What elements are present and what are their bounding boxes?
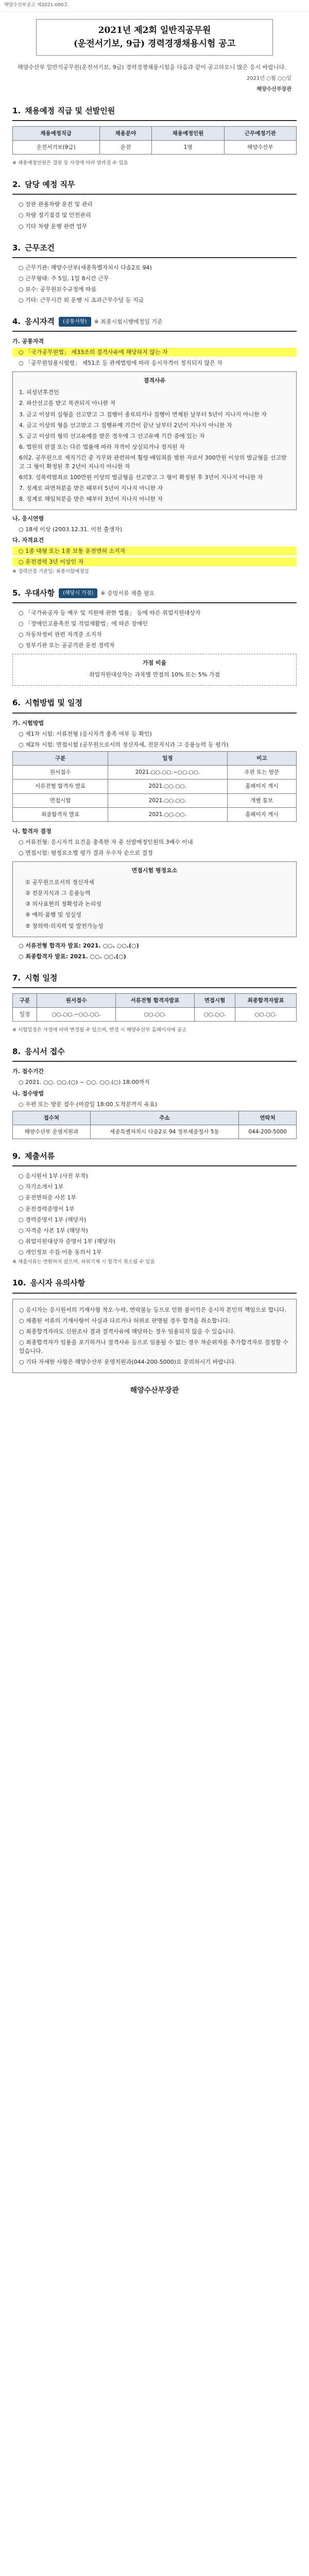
section-title: 7. 시험 일정: [12, 970, 297, 988]
list-item: 5. 금고 이상의 형의 선고유예를 받은 경우에 그 선고유예 기간 중에 있는 자: [19, 432, 205, 439]
list-item: 3. 금고 이상의 실형을 선고받고 그 집행이 종료되거나 집행이 면제된 날부터 5년이 지나지 아니한 자: [19, 411, 267, 418]
list-item: ○ 기타 차량 운행 관련 업무: [19, 223, 88, 230]
list-item: 6의3. 성폭력범죄로 100만원 이상의 벌금형을 선고받고 그 형이 확정된 후 3년이 지나지 아니한 자: [19, 473, 263, 481]
table-row: 원서접수 2021.○○.○○.~○○.○○. 우편 또는 방문: [13, 766, 297, 779]
section-recruitment: [0, 103, 309, 168]
schedule-table: 구분 원서접수 서류전형 합격자발표 면접시험 최종합격자발표 일정 ○○.○○.~○○.○○. ○○.○○. ○○.○○. ○○.○○.: [12, 993, 297, 1022]
recruitment-table: 채용예정직급 채용분야 채용예정인원 근무예정기관 운전서기보(9급) 운전 1명 해양수산부: [12, 126, 297, 155]
section-duties: [0, 177, 309, 230]
list-item: ○ 근무기관: 해양수산부(세종특별자치시 다솜2로 94): [19, 264, 152, 271]
section-exam: 6. 시험방법 및 일정 가. 시험방법 ○ 제1차 시험: 서류전형 (응시자격 충족 여부 등 확인) ○ 제2차 시험: 면접시험 (공무원으로서의 정신자세, 전문지식과 그 응용능력 등 평가) 구분 일정 비고 원서접수 2021.○○.○○.~○○.○○. 우편 또는 방문 서류전형 합격자 발표 2021.○○.○○. 홈페이지 게시 면접시험 2021.○○.○○. 개별 통보 최종합격자 발표 2021.○○.○○. 홈페이지 게시 나. 합격자 결정 ○ 서류전형: 응시자격 요건을 충족한 자 중 선발예정인원의 3배수 이내 ○ 면접시험: 평정요소별 평가 결과 우수자 순으로 결정 면접시험 평정요소 ① 공무원으로서의 정신자세 ② 전문지식과 그 응용능력 ③ 의사표현의 정확성과 논리성 ④ 예의·품행 및 성실성 ⑤ 창의력·의지력 및 발전가능성 ○ 서류전형 합격자 발표: 2021. ○○. ○○.(○) ○ 최종합격자 발표: 2021. ○○. ○○.(○): [0, 695, 309, 960]
section-title: 2. 담당 예정 직무: [12, 177, 297, 195]
intro-date: 2021년 ○월 ○○일: [247, 75, 291, 81]
exam-schedule-table: 구분 일정 비고 원서접수 2021.○○.○○.~○○.○○. 우편 또는 방문 서류전형 합격자 발표 2021.○○.○○. 홈페이지 게시 면접시험 2021.○○.○○. 개별 통보 최종합격자 발표 2021.○○.○○. 홈페이지 게시: [12, 751, 297, 822]
section-documents: 9. 제출서류 ○ 응시원서 1부 (사진 부착) ○ 자기소개서 1부 ○ 운전면허증 사본 1부 ○ 운전경력증명서 1부 ○ 경력증명서 1부 (해당자) ○ 자격증 사본 1부 (해당자) ○ 취업지원대상자 증명서 1부 (해당자) ○ 개인정보 수집·이용 동의서 1부 ※ 제출서류는 반환하지 않으며, 허위기재 시 합격이 취소될 수 있음: [0, 1148, 309, 1266]
section-title: 10. 응시자 유의사항: [12, 1275, 297, 1293]
section-eligibility: 4. 응시자격 (공통사항) ※ 최종시험시행예정일 기준 가. 공통자격 ○ 「국가공무원법」 제33조의 결격사유에 해당하지 않는 자 ○ 「공무원임용시험령」 제51조 등 관계법령에 따라 응시자격이 정지되지 않은 자 결격사유 1. 피성년후견인 2. 파산선고를 받고 복권되지 아니한 자 3. 금고 이상의 실형을 선고받고 그 집행이 종료되거나 집행이 면제된 날부터 5년이 지나지 아니한 자 4. 금고 이상의 형을 선고받고 그 집행유예 기간이 끝난 날부터 2년이 지나지 아니한 자 5. 금고 이상의 형의 선고유예를 받은 경우에 그 선고유예 기간 중에 있는 자 6. 법원의 판결 또는 다른 법률에 따라 자격이 상실되거나 정지된 자 6의2. 공무원으로 재직기간 중 직무와 관련하여 횡령·배임죄를 범한 자로서 300만원 이상의 벌금형을 선고받고 그 형이 확정된 후 2년이 지나지 아니한 자 6의3. 성폭력범죄로 100만원 이상의 벌금형을 선고받고 그 형이 확정된 후 3년이 지나지 아니한 자 7. 징계로 파면처분을 받은 때부터 5년이 지나지 아니한 자 8. 징계로 해임처분을 받은 때부터 3년이 지나지 아니한 자 나. 응시연령 ○ 18세 이상 (2003.12.31. 이전 출생자) 다. 자격요건 ○ 1종 대형 또는 1종 보통 운전면허 소지자 ○ 운전경력 3년 이상인 자 ※ 경력산정 기준일: 최종시험예정일: [0, 314, 309, 576]
list-item: ○ 운전면허증 사본 1부: [19, 1194, 77, 1201]
notes-box: [12, 1299, 297, 1373]
list-item: 4. 금고 이상의 형을 선고받고 그 집행유예 기간이 끝난 날부터 2년이 지나지 아니한 자: [19, 421, 232, 429]
list-item: ○ 차량 정기점검 및 안전관리: [19, 212, 91, 219]
table-row: 일정 ○○.○○.~○○.○○. ○○.○○. ○○.○○. ○○.○○.: [13, 1008, 297, 1022]
section-conditions: [0, 240, 309, 304]
disqualification-box: 결격사유 1. 피성년후견인 2. 파산선고를 받고 복권되지 아니한 자 3. 금고 이상의 실형을 선고받고 그 집행이 종료되거나 집행이 면제된 날부터 5년이 지나지 아니한 자 4. 금고 이상의 형을 선고받고 그 집행유예 기간이 끝난 날부터 2년이 지나지 아니한 자 5. 금고 이상의 형의 선고유예를 받은 경우에 그 선고유예 기간 중에 있는 자 6. 법원의 판결 또는 다른 법률에 따라 자격이 상실되거나 정지된 자 6의2. 공무원으로 재직기간 중 직무와 관련하여 횡령·배임죄를 범한 자로서 300만원 이상의 벌금형을 선고받고 그 형이 확정된 후 2년이 지나지 아니한 자 6의3. 성폭력범죄로 100만원 이상의 벌금형을 선고받고 그 형이 확정된 후 3년이 지나지 아니한 자 7. 징계로 파면처분을 받은 때부터 5년이 지나지 아니한 자 8. 징계로 해임처분을 받은 때부터 3년이 지나지 아니한 자: [12, 371, 297, 510]
header-bar: [0, 0, 309, 12]
list-item: ○ 보수: 공무원보수규정에 따름: [19, 285, 97, 293]
bonus-box: 가점 비율 취업지원대상자는 과목별 만점의 10% 또는 5% 가점: [12, 654, 297, 686]
list-item: ② 전문지식과 그 응용능력: [25, 890, 91, 897]
section-title: 5. 우대사항 (해당시 가점) ※ 증빙서류 제출 필요: [12, 585, 297, 603]
list-item: ③ 의사표현의 정확성과 논리성: [25, 901, 101, 908]
list-item: ○ 최종합격자가 임용을 포기하거나 결격사유 등으로 임용될 수 없는 경우 차순위자를 추가합격자로 결정할 수 있습니다.: [19, 1338, 288, 1354]
list-item: ⑤ 창의력·의지력 및 발전가능성: [25, 922, 104, 929]
list-item: ○ 정부기관 또는 공공기관 운전 경력자: [19, 642, 115, 649]
table-row: 최종합격자 발표 2021.○○.○○. 홈페이지 게시: [13, 807, 297, 821]
list-item: ○ 자격증 사본 1부 (해당자): [19, 1227, 88, 1234]
title-line-2: (운전서기보, 9급) 경력경쟁채용시험 공고: [73, 39, 236, 49]
list-item: ○ 장관 관용차량 운전 및 관리: [19, 201, 93, 208]
table-row: 해양수산부 운영지원과 세종특별자치시 다솜2로 94 정부세종청사 5동 044-200-5000: [13, 1125, 297, 1139]
notice-number: 해양수산부공고 제2021-000호: [4, 3, 68, 8]
title-line-1: 2021년 제2회 일반직공무원: [98, 25, 211, 36]
list-item: ① 공무원으로서의 정신자세: [25, 879, 94, 886]
table-row: 운전서기보(9급) 운전 1명 해양수산부: [13, 141, 297, 155]
section-badge: (공통사항): [59, 317, 91, 327]
list-item: ○ 기타: 근무시간 외 운행 시 초과근무수당 등 지급: [19, 296, 144, 303]
section-title: 4. 응시자격 (공통사항) ※ 최종시험시행예정일 기준: [12, 314, 297, 332]
section-application: 8. 응시서 접수 가. 접수기간 ○ 2021. ○○. ○○.(○) ~ ○○. ○○.(○) 18:00까지 나. 접수방법 ○ 우편 또는 방문 접수 (마감일 18:00 도착분까지 유효) 접수처 주소 연락처 해양수산부 운영지원과 세종특별자치시 다솜2로 94 정부세종청사 5동 044-200-5000: [0, 1044, 309, 1139]
list-item: 7. 징계로 파면처분을 받은 때부터 5년이 지나지 아니한 자: [19, 484, 163, 492]
interview-criteria-box: 면접시험 평정요소 ① 공무원으로서의 정신자세 ② 전문지식과 그 응용능력 ③ 의사표현의 정확성과 논리성 ④ 예의·품행 및 성실성 ⑤ 창의력·의지력 및 발전가능성: [12, 861, 297, 937]
section-notes: [0, 1275, 309, 1373]
section-badge: (해당시 가점): [59, 588, 97, 599]
section-title: 6. 시험방법 및 일정: [12, 695, 297, 713]
list-item: 6의2. 공무원으로 재직기간 중 직무와 관련하여 횡령·배임죄를 범한 자로서 300만원 이상의 벌금형을 선고받고 그 형이 확정된 후 2년이 지나지 아니한 자: [19, 454, 287, 470]
list-item: ○ 운전경력증명서 1부: [19, 1205, 75, 1212]
section-title: 3. 근무조건: [12, 240, 297, 258]
list-item: ○ 「국가유공자 등 예우 및 지원에 관한 법률」 등에 따른 취업지원대상자: [19, 609, 201, 617]
section-title: 1. 채용예정 직급 및 선발인원: [12, 103, 297, 121]
intro-org: 해양수산부장관: [256, 87, 291, 93]
list-item: ④ 예의·품행 및 성실성: [25, 911, 81, 919]
list-item: 1. 피성년후견인: [19, 389, 59, 396]
table-row: 면접시험 2021.○○.○○. 개별 통보: [13, 793, 297, 807]
list-item: ○ 자동차정비 관련 자격증 소지자: [19, 631, 102, 638]
section-title: 9. 제출서류: [12, 1148, 297, 1166]
intro-text: 해양수산부 일반직공무원(운전서기보, 9급) 경력경쟁채용시험을 다음과 같이 공고하오니 많은 응시 바랍니다.: [18, 63, 286, 71]
list-item: ○ 자기소개서 1부: [19, 1183, 64, 1191]
list-item: ○ 제출된 서류의 기재사항이 사실과 다르거나 허위로 판명될 경우 합격을 취소합니다.: [19, 1317, 230, 1324]
section-preferences: [0, 585, 309, 686]
application-office-table: 접수처 주소 연락처 해양수산부 운영지원과 세종특별자치시 다솜2로 94 정부세종청사 5동 044-200-5000: [12, 1111, 297, 1140]
list-item: ○ 기타 자세한 사항은 해양수산부 운영지원과(044-200-5000)로 문의하시기 바랍니다.: [19, 1358, 236, 1365]
list-item: 6. 법원의 판결 또는 다른 법률에 따라 자격이 상실되거나 정지된 자: [19, 443, 185, 450]
section-title: 8. 응시서 접수: [12, 1044, 297, 1062]
list-item: ○ 응시자는 응시원서의 기재사항 착오·누락, 연락불능 등으로 인한 불이익은 응시자 본인의 책임으로 합니다.: [19, 1306, 286, 1313]
table-row: 서류전형 합격자 발표 2021.○○.○○. 홈페이지 게시: [13, 779, 297, 793]
list-item: ○ 「장애인고용촉진 및 직업재활법」에 따른 장애인: [19, 620, 148, 628]
list-item: ○ 근무형태: 주 5일, 1일 8시간 근무: [19, 275, 109, 282]
list-item: ○ 응시원서 1부 (사진 부착): [19, 1173, 88, 1180]
list-item: ○ 취업지원대상자 증명서 1부 (해당자): [19, 1238, 115, 1245]
list-item: 2. 파산선고를 받고 복권되지 아니한 자: [19, 400, 116, 407]
list-item: 8. 징계로 해임처분을 받은 때부터 3년이 지나지 아니한 자: [19, 495, 163, 502]
list-item: ○ 개인정보 수집·이용 동의서 1부: [19, 1248, 102, 1256]
footer-signature: 해양수산부장관: [130, 1386, 179, 1395]
list-item: ○ 최종합격자라도 신원조사 결과 결격사유에 해당하는 경우 임용되지 않을 수 있습니다.: [19, 1328, 235, 1335]
section-schedule: 7. 시험 일정 구분 원서접수 서류전형 합격자발표 면접시험 최종합격자발표 일정 ○○.○○.~○○.○○. ○○.○○. ○○.○○. ○○.○○. ※ 시험일정은 사정에 따라 변경될 수 있으며, 변경 시 해양수산부 홈페이지에 공고: [0, 970, 309, 1035]
document-title-box: [36, 19, 273, 56]
list-item: ○ 경력증명서 1부 (해당자): [19, 1216, 87, 1223]
recruitment-note: ※ 채용예정인원은 결원 등 사정에 따라 달라질 수 있음: [12, 160, 128, 166]
